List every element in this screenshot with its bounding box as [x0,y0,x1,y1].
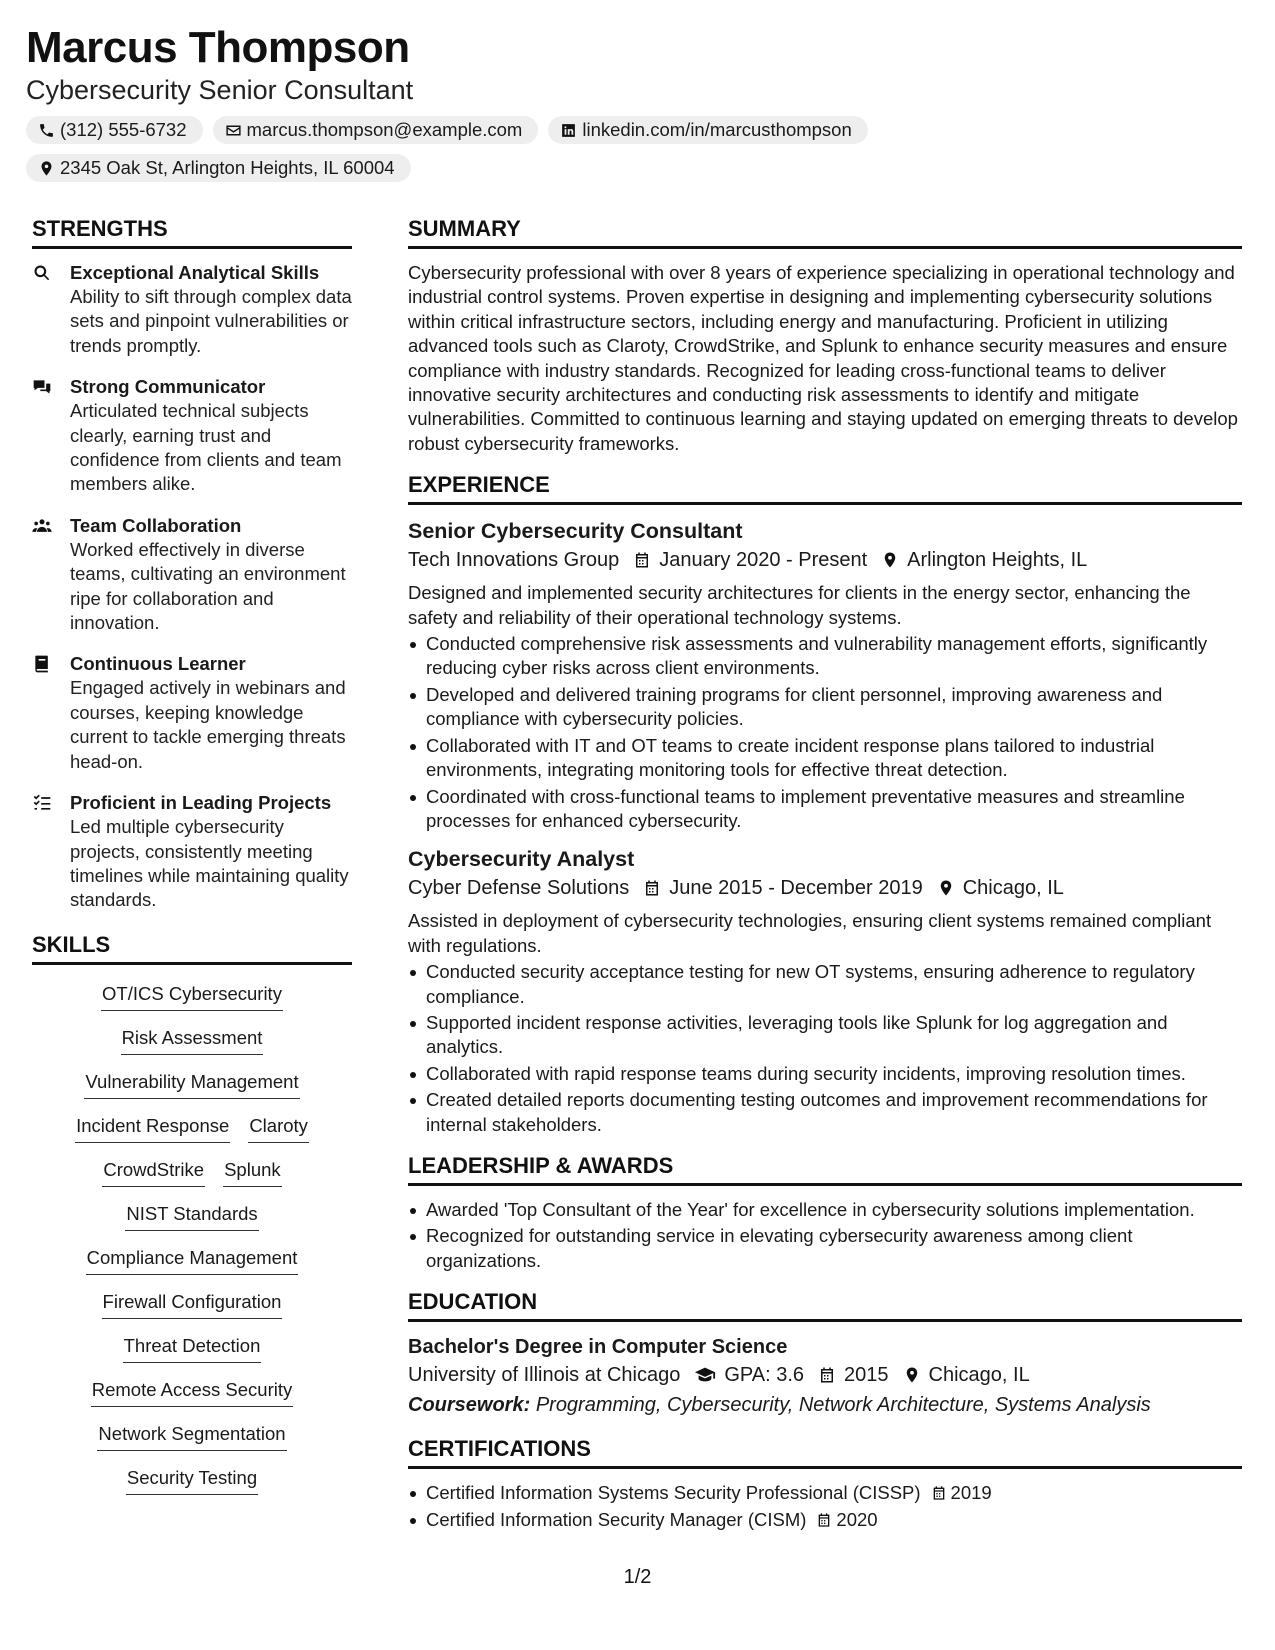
list-item [408,1508,1242,1532]
book-icon [32,654,52,674]
address-text: 2345 Oak St, Arlington Heights, IL 60004 [60,157,395,178]
job-bullets [408,960,1242,1137]
map-pin-icon [937,879,955,897]
list-item: Created detailed reports documenting testing outcomes and improvement recommendations for internal stakeholders. [408,1088,1242,1137]
school-location: Chicago, IL [928,1364,1030,1387]
email-text: marcus.thompson@example.com [246,119,523,140]
summary-section [408,214,1242,456]
job-dates: June 2015 - December 2019 [669,877,923,900]
resume-header [26,22,1246,182]
skill-tag: Splunk [223,1157,282,1187]
strength-item [32,652,352,774]
skill-tag: Risk Assessment [121,1025,264,1055]
strength-description: Ability to sift through complex data sets and pinpoint vulnerabilities or trends promptly. [70,286,352,356]
skill-tag: NIST Standards [125,1201,258,1231]
job-bullets [408,632,1242,833]
list-item: Supported incident response activities, leveraging tools like Splunk for log aggregation and analytics. [408,1011,1242,1060]
company-name: Cyber Defense Solutions [408,877,630,900]
job-location: Chicago, IL [962,877,1064,900]
skill-tag: OT/ICS Cybersecurity [101,981,283,1011]
calendar-icon [818,1366,836,1384]
strength-item [32,261,352,358]
search-icon [32,263,52,283]
certifications-list [408,1481,1242,1532]
leadership-list [408,1198,1242,1273]
skill-tag: Threat Detection [123,1333,262,1363]
school-name: University of Illinois at Chicago [408,1364,681,1387]
graduation-cap-icon [694,1364,716,1386]
strength-title: Team Collaboration [70,514,242,536]
strength-description: Articulated technical subjects clearly, earning trust and confidence from clients and team members alike. [70,400,342,495]
list-item: Awarded 'Top Consultant of the Year' for excellence in cybersecurity solutions implementation. [408,1198,1242,1222]
graduation-year: 2015 [844,1364,889,1387]
strength-title: Strong Communicator [70,376,266,398]
coursework [408,1390,1242,1420]
list-item: Coordinated with cross-functional teams to implement preventative measures and streamline processes for enhanced cybersecurity. [408,785,1242,834]
calendar-icon [643,879,661,897]
coursework-label: Coursework: [408,1394,531,1417]
left-column [32,214,352,1509]
map-pin-icon [881,551,899,569]
phone-icon [38,122,55,139]
skill-tag: Network Segmentation [97,1421,286,1451]
list-item: Developed and delivered training programs for client personnel, improving awareness and compliance with cybersecurity policies. [408,683,1242,732]
skill-tag: Incident Response [75,1113,230,1143]
envelope-icon [225,122,242,139]
calendar-icon [816,1512,832,1528]
strength-title: Exceptional Analytical Skills [70,262,320,283]
strength-item [32,375,352,497]
coursework-text: Programming, Cybersecurity, Network Architecture, Systems Analysis [535,1394,1151,1417]
phone-chip[interactable] [26,116,203,144]
list-item: Collaborated with rapid response teams during security incidents, improving resolution times. [408,1062,1242,1086]
strength-item [32,514,352,636]
job-description: Assisted in deployment of cybersecurity technologies, ensuring client systems remained compliant with regulations. [408,910,1212,956]
job-entry [408,517,1242,833]
right-column [408,214,1242,1546]
strength-description: Worked effectively in diverse teams, cultivating an environment ripe for collaboration and innovation. [70,538,346,634]
job-meta [408,873,1242,903]
strength-title: Proficient in Leading Projects [70,792,332,814]
skill-tag: CrowdStrike [102,1157,205,1187]
map-pin-icon [38,160,55,177]
cert-name: Certified Information Security Manager (CISM) [426,1508,807,1530]
leadership-heading: LEADERSHIP & AWARDS [408,1151,1242,1186]
education-heading: EDUCATION [408,1287,1242,1322]
skill-tag: Claroty [248,1113,309,1143]
linkedin-chip[interactable] [548,116,867,144]
group-icon [32,516,52,536]
skills-list [32,977,352,1509]
linkedin-icon [560,122,577,139]
list-item: Collaborated with IT and OT teams to create incident response plans tailored to industrial environments, integrating monitoring tools for effective threat detection. [408,734,1242,783]
experience-heading: EXPERIENCE [408,470,1242,505]
contact-info [26,116,926,182]
job-description: Designed and implemented security architectures for clients in the energy sector, enhancing the safety and reliability of their operational technology systems. [408,582,1191,628]
job-dates: January 2020 - Present [659,549,868,572]
candidate-name: Marcus Thompson [26,23,410,72]
cert-year: 2020 [836,1508,878,1530]
summary-text: Cybersecurity professional with over 8 years of experience specializing in operational technology and industrial control systems. Proven expertise in designing and implementing cybersecurity solutions within critical infrastructure sectors, including energy and manufacturing. Proficient in utilizing advanced tools such as Claroty, CrowdStrike, and Splunk to enhance security measures and ensure compliance with industry standards. Recognized for leading cross-functional teams to deliver innovative security architectures and conducting risk assessments to identify and mitigate vulnerabilities. Committed to continuous learning and staying updated on emerging threats to develop robust cybersecurity frameworks. [408,262,1238,454]
linkedin-text: linkedin.com/in/marcusthompson [582,119,852,140]
company-name: Tech Innovations Group [408,549,620,572]
list-item: Conducted comprehensive risk assessments and vulnerability management efforts, significantly reducing cyber risks across client environments. [408,632,1242,681]
strengths-heading: STRENGTHS [32,214,352,249]
address-chip [26,154,411,182]
leadership-section [408,1151,1242,1273]
job-entry [408,845,1242,1137]
job-meta [408,545,1242,575]
email-chip[interactable] [213,116,539,144]
skill-tag: Firewall Configuration [102,1289,283,1319]
education-meta [408,1360,1242,1390]
skill-tag: Security Testing [126,1465,258,1495]
calendar-icon [633,551,651,569]
chat-icon [32,377,52,397]
job-location: Arlington Heights, IL [907,549,1088,572]
cert-name: Certified Information Systems Security Professional (CISSP) [426,1482,921,1504]
task-list-icon [32,793,52,813]
strength-description: Led multiple cybersecurity projects, consistently meeting timelines while maintaining quality standards. [70,816,349,911]
map-pin-icon [903,1366,921,1384]
list-item [408,1481,1242,1505]
strength-item [32,791,352,913]
cert-year: 2019 [950,1482,992,1504]
gpa-text: GPA: 3.6 [724,1364,805,1387]
skill-tag: Remote Access Security [91,1377,294,1407]
calendar-icon [931,1485,947,1501]
list-item: Recognized for outstanding service in elevating cybersecurity awareness among client organizations. [408,1224,1242,1273]
experience-section [408,470,1242,1137]
certifications-section [408,1434,1242,1532]
phone-text: (312) 555-6732 [60,119,187,140]
degree-title: Bachelor's Degree in Computer Science [408,1336,788,1359]
job-title: Cybersecurity Analyst [408,847,635,872]
skill-tag: Compliance Management [86,1245,299,1275]
candidate-title: Cybersecurity Senior Consultant [26,75,414,105]
page-indicator: 1/2 [623,1566,652,1588]
strength-description: Engaged actively in webinars and courses, keeping knowledge current to tackle emerging threats head-on. [70,677,346,772]
job-title: Senior Cybersecurity Consultant [408,519,743,544]
strength-title: Continuous Learner [70,653,246,675]
education-section [408,1287,1242,1420]
list-item: Conducted security acceptance testing for new OT systems, ensuring adherence to regulatory compliance. [408,960,1242,1009]
certifications-heading: CERTIFICATIONS [408,1434,1242,1469]
summary-heading: SUMMARY [408,214,1242,249]
skill-tag: Vulnerability Management [84,1069,299,1099]
skills-heading: SKILLS [32,930,352,965]
